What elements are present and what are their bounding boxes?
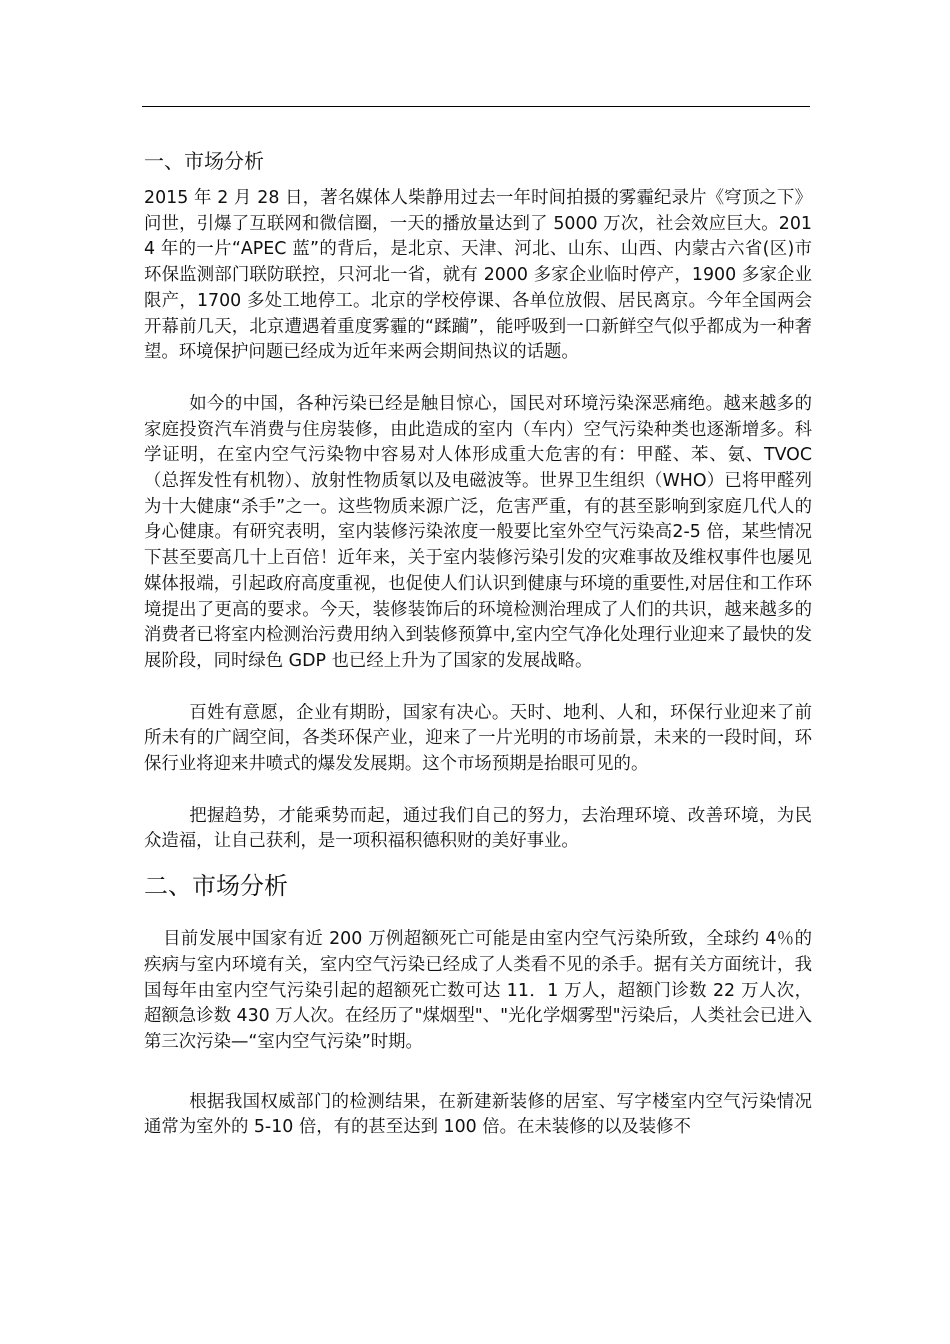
section-1-paragraph-3: 百姓有意愿，企业有期盼，国家有决心。天时、地利、人和，环保行业迎来了前所未有的广阔空间，各类环保产业，迎来了一片光明的市场前景，未来的一段时间，环保行业将迎来井喷式的爆发发展期。这个市场预期是抬眼可见的。 bbox=[144, 702, 812, 775]
section-1-paragraph-4: 把握趋势，才能乘势而起，通过我们自己的努力，去治理环境、改善环境，为民众造福，让自己获利，是一项积福积德积财的美好事业。 bbox=[144, 805, 812, 852]
section-1-paragraph-2: 如今的中国，各种污染已经是触目惊心，国民对环境污染深恶痛绝。越来越多的家庭投资汽车消费与住房装修，由此造成的室内（车内）空气污染种类也逐渐增多。科学证明，在室内空气污染物中容易对人体形成重大危害的有：甲醛、苯、氨、TVOC（总挥发性有机物）、放射性物质氡以及电磁波等。世界卫生组织（WHO）已将甲醛列为十大健康“杀手”之一。这些物质来源广泛，危害严重，有的甚至影响到家庭几代人的身心健康。有研究表明，室内装修污染浓度一般要比室外空气污染高2-5 倍，某些情况下甚至要高几十上百倍！近年来，关于室内装修污染引发的灾难事故及维权事件也屡见媒体报端，引起政府高度重视，也促使人们认识到健康与环境的重要性,对居住和工作环境提出了更高的要求。今天，装修装饰后的环境检测治理成了人们的共识，越来越多的消费者已将室内检测治污费用纳入到装修预算中,室内空气净化处理行业迎来了最快的发展阶段，同时绿色 GDP 也已经上升为了国家的发展战略。 bbox=[144, 393, 812, 671]
section-2-paragraph-1: 目前发展中国家有近 200 万例超额死亡可能是由室内空气污染所致，全球约 4％的疾病与室内环境有关，室内空气污染已经成了人类看不见的杀手。据有关方面统计，我国每年由室内空气污染引起的超额死亡数可达 11．1 万人，超额门诊数 22 万人次，超额急诊数 430 万人次。在经历了"煤烟型"、"光化学烟雾型"污染后，人类社会已进入第三次污染—“室内空气污染”时期。 bbox=[144, 929, 812, 1052]
paragraph-gap bbox=[144, 1056, 812, 1090]
paragraph-gap bbox=[144, 778, 812, 804]
section-1-heading: 一、市场分析 bbox=[144, 149, 264, 173]
document-body bbox=[144, 146, 812, 1141]
section-1-paragraph-1: 2015 年 2 月 28 日，著名媒体人柴静用过去一年时间拍摄的雾霾纪录片《穹顶之下》问世，引爆了互联网和微信圈，一天的播放量达到了 5000 万次，社会效应巨大。2014 年的一片“APEC 蓝”的背后，是北京、天津、河北、山东、山西、内蒙古六省(区)市环保监测部门联防联控，只河北一省，就有 2000 多家企业临时停产，1900 多家企业限产，1700 多处工地停工。北京的学校停课、各单位放假、居民离京。今年全国两会开幕前几天，北京遭遇着重度雾霾的“蹂躏”，能呼吸到一口新鲜空气似乎都成为一种奢望。环境保护问题已经成为近年来两会期间热议的话题。 bbox=[144, 188, 812, 363]
section-2-heading: 二、市场分析 bbox=[144, 872, 288, 901]
paragraph-gap bbox=[144, 675, 812, 701]
paragraph-gap bbox=[144, 366, 812, 392]
section-2-paragraph-2: 根据我国权威部门的检测结果，在新建新装修的居室、写字楼室内空气污染情况通常为室外的 5-10 倍，有的甚至达到 100 倍。在未装修的以及装修不 bbox=[144, 1091, 812, 1138]
header-rule bbox=[142, 106, 810, 107]
